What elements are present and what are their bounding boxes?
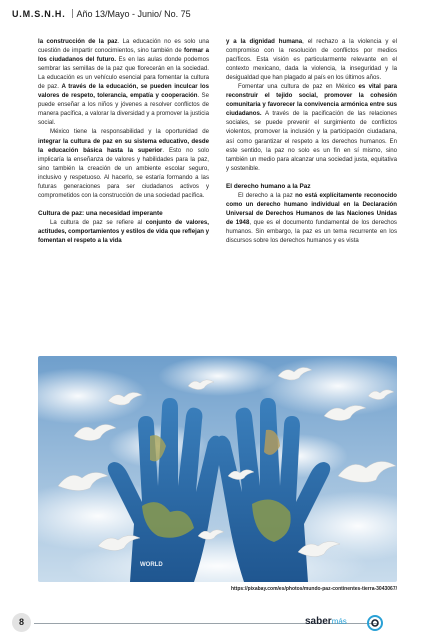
running-header [12, 9, 191, 23]
photo-illustration [38, 356, 397, 582]
paragraph: y a la dignidad humana, el rechazo a la violencia y el compromiso con la resolución de conflictos por medios pacíficos. Esta visión es particularmente relevante en el contexto mexicano, dada la violencia, la inseguridad y la desigualdad que han plagado al país en los últimos años. [226, 38, 397, 82]
section-heading: Cultura de paz: una necesidad imperante [38, 209, 163, 217]
section-heading: El derecho humano a la Paz [226, 182, 311, 190]
left-text-column [38, 37, 209, 245]
page-number: 8 [12, 613, 31, 632]
paragraph: México tiene la responsabilidad y la oportunidad de integrar la cultura de paz en su sistema educativo, desde la educación básica hasta la superior. Esto no solo implicaría la enseñanza de valores y habilidades para la paz, sino también la creación de un ambiente escolar seguro, inclusivo y respetuoso. Al hacerlo, se estaría formando a las futuras generaciones para ser ciudadanos activos y comprometidos con la construcción de una sociedad pacífica. [38, 128, 209, 199]
paragraph: La cultura de paz se refiere al conjunto de valores, actitudes, comportamientos y estilos de vida que reflejan y fomentan el respeto a la vida [38, 218, 210, 244]
page-footer [0, 612, 436, 634]
paragraph: El derecho a la paz no está explícitamente reconocido como un derecho humano individual en la Declaración Universal de Derechos Humanos de las Naciones Unidas de 1948, que es el documento fundamental de los derechos humanos. Sin embargo, la paz es un tema recurrente en los discursos sobre los derechos humanos y es vista [226, 191, 397, 244]
header-divider [72, 9, 73, 18]
paragraph: la construcción de la paz. La educación no es solo una cuestión de impartir conocimientos, sino también de formar a los ciudadanos del futuro. Es en las aulas donde podemos sembrar las semillas de la paz que florecerán en la sociedad. La educación es un vehículo esencial para fomentar la cultura de paz. A través de la educación, se pueden inculcar los valores de respeto, tolerancia, empatía y cooperación. Se puede enseñar a los niños y jóvenes a resolver conflictos de manera pacífica, a valorar la diversidad y a promover la justicia social. [38, 38, 210, 127]
hands-world-doves-photo [38, 356, 397, 582]
institution-name: U.M.S.N.H. [12, 9, 66, 19]
photo-credit: https://pixabay.com/es/photos/mundo-paz-continentes-tierra-3043067/ [230, 586, 397, 592]
map-label: WORLD [140, 562, 163, 568]
magazine-logo: sabermás [305, 616, 347, 627]
logo-swirl-icon [366, 614, 384, 632]
right-text-column [226, 37, 397, 245]
paragraph: Fomentar una cultura de paz en México es vital para reconstruir el tejido social, promover la cohesión comunitaria y favorecer la convivencia armónica entre sus ciudadanos. A través de la pacificación de las relaciones sociales, se puede prevenir el surgimiento de conflictos violentos, promover la inclusión y la participación ciudadana, así como garantizar el respeto a los derechos humanos. En este sentido, la paz no solo es un fin en sí mismo, sino también un medio para alcanzar una sociedad justa, equitativa y sostenible. [226, 83, 397, 172]
issue-info: Año 13/Mayo - Junio/ No. 75 [76, 9, 191, 19]
